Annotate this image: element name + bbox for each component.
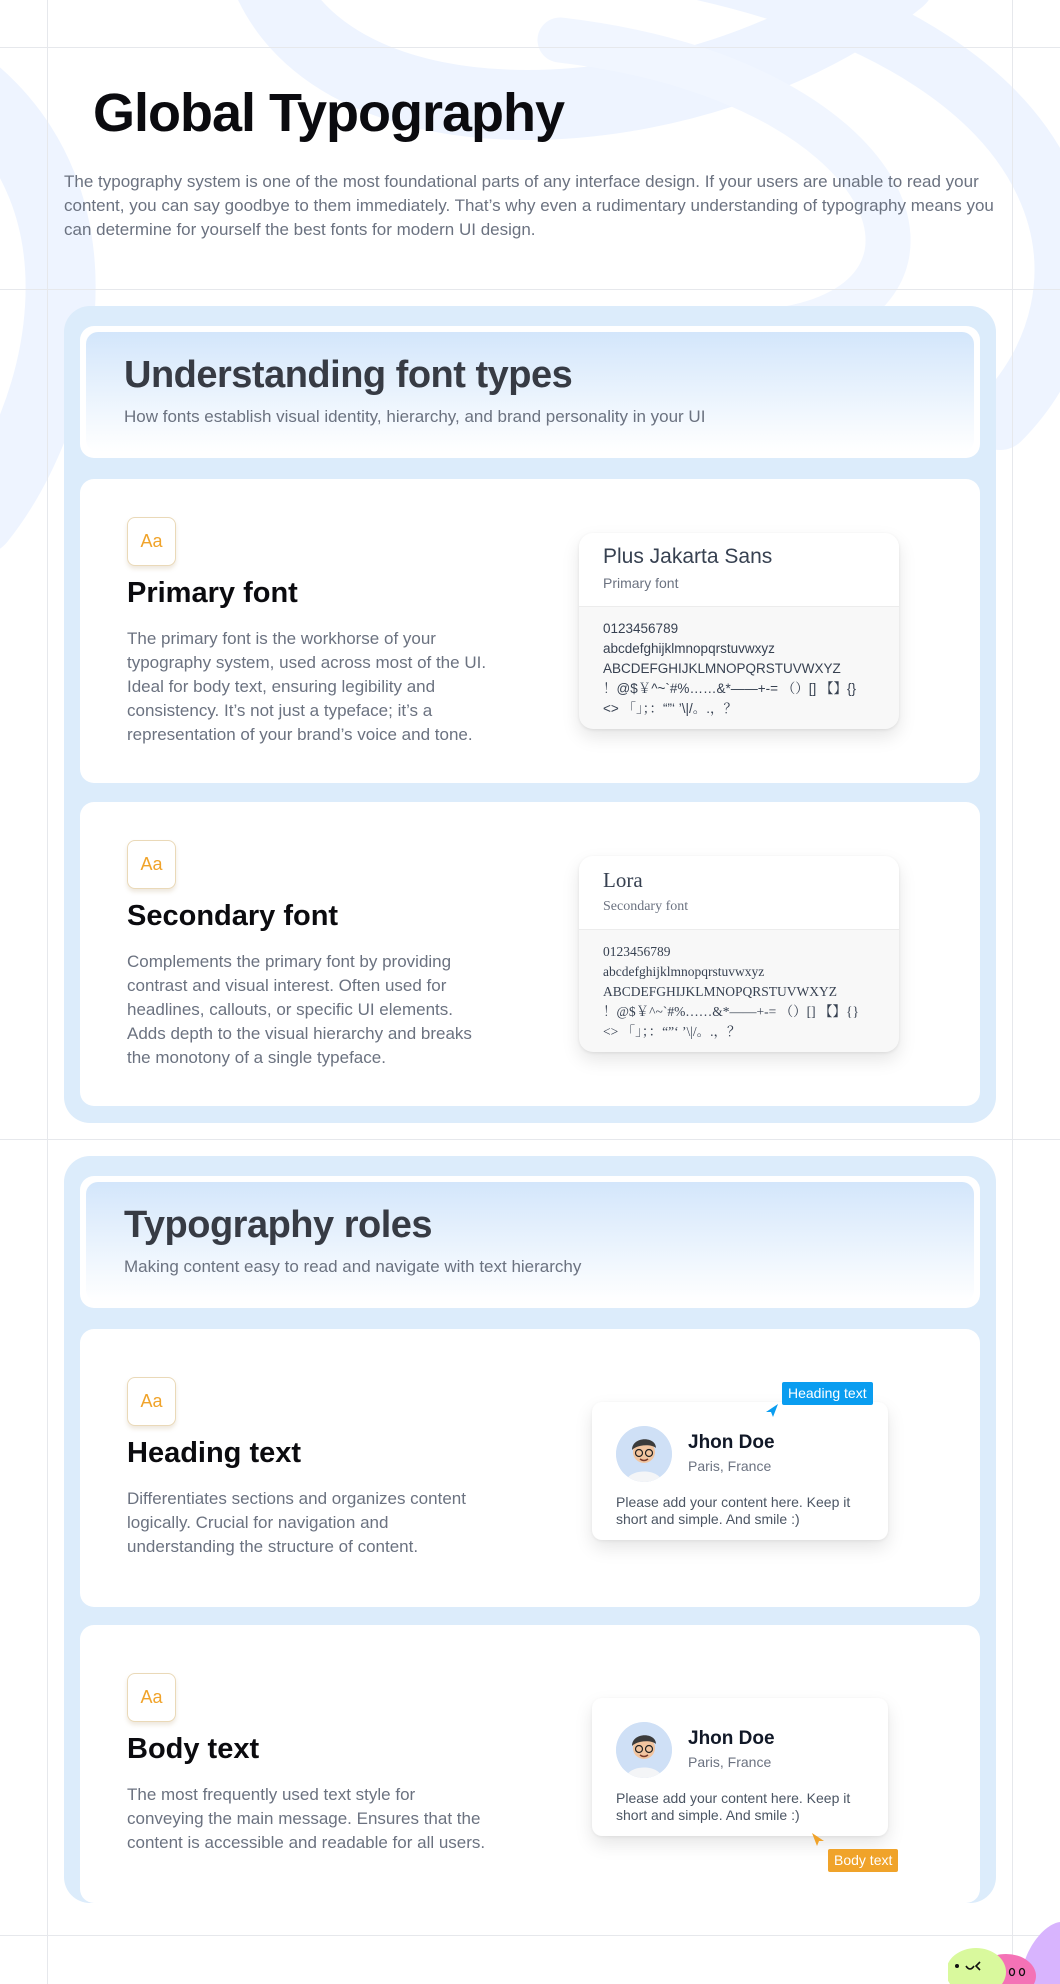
profile-location: Paris, France: [688, 1754, 772, 1770]
font-icon: Aa: [127, 1673, 176, 1722]
section-title: Typography roles: [124, 1204, 433, 1246]
page-intro: The typography system is one of the most foundational parts of any interface design. If your users are unable to read your content, you can say goodbye to them immediately. That’s why even a rudimentary understanding of typography means you can determine for yourself the best fonts for modern UI design.: [64, 172, 994, 239]
section-title: Understanding font types: [124, 354, 573, 396]
card-description: The most frequently used text style for conveying the main message. Ensures that the content is accessible and readable for all users.: [127, 1785, 486, 1852]
glyph-uppercase: ABCDEFGHIJKLMNOPQRSTUVWXYZ: [603, 661, 841, 676]
guide-line-bottom: [0, 1935, 1060, 1936]
glyph-symbols: ！@$￥^~`#%……&*——+-= （）[] 【】{}: [603, 1004, 859, 1019]
glyph-digits: 0123456789: [603, 944, 671, 959]
font-name: Plus Jakarta Sans: [603, 545, 773, 568]
heading-text-card: [80, 1329, 980, 1607]
font-name: Lora: [603, 868, 643, 892]
guide-line-divider-1: [0, 289, 1060, 290]
cursor-pointer-icon: [764, 1402, 780, 1418]
profile-message: Please add your content here. Keep it short and simple. And smile :): [616, 1494, 851, 1527]
profile-card-preview: [592, 1698, 888, 1836]
card-title: Secondary font: [127, 900, 339, 932]
glyph-punctuation: <> 「」；：“”‘ ’\|/。.，？: [603, 1024, 741, 1039]
font-role: Primary font: [603, 575, 679, 591]
glyph-uppercase: ABCDEFGHIJKLMNOPQRSTUVWXYZ: [603, 984, 838, 999]
glyph-lowercase: abcdefghijklmnopqrstuvwxyz: [603, 964, 765, 979]
guide-line-left: [47, 0, 48, 1984]
profile-card-preview: [592, 1402, 888, 1540]
section-subtitle: Making content easy to read and navigate with text hierarchy: [124, 1257, 582, 1276]
profile-location: Paris, France: [688, 1458, 772, 1474]
profile-message: Please add your content here. Keep it short and simple. And smile :): [616, 1790, 851, 1823]
secondary-font-card: [80, 802, 980, 1106]
glyph-lowercase: abcdefghijklmnopqrstuvwxyz: [603, 641, 775, 656]
card-description: Differentiates sections and organizes content logically. Crucial for navigation and understanding the structure of content.: [127, 1489, 466, 1556]
glyph-symbols: ！@$￥^~`#%……&*——+-= （）[] 【】{}: [603, 681, 856, 696]
font-icon: Aa: [127, 1377, 176, 1426]
section-subtitle: How fonts establish visual identity, hierarchy, and brand personality in your UI: [124, 407, 706, 426]
avatar: [616, 1722, 672, 1778]
guide-line-top: [0, 47, 1060, 48]
font-types-section: [64, 306, 996, 1123]
card-description: The primary font is the workhorse of your typography system, used across most of the UI. Ideal for body text, ensuring legibility and consistency. It’s not just a typeface; it’s a representation of your brand’s voice and tone.: [127, 629, 487, 744]
card-title: Body text: [127, 1733, 260, 1765]
font-types-header: [80, 326, 980, 458]
guide-line-divider-2: [0, 1139, 1060, 1140]
profile-name: Jhon Doe: [688, 1728, 775, 1749]
primary-font-card: [80, 479, 980, 783]
font-icon: Aa: [127, 517, 176, 566]
card-description: Complements the primary font by providing contrast and visual interest. Often used for headlines, callouts, or specific UI elements. Adds depth to the visual hierarchy and breaks the monotony of a single typeface.: [127, 952, 472, 1067]
heading-callout-label: Heading text: [782, 1382, 873, 1405]
page-title: Global Typography: [93, 83, 565, 143]
glyph-set: [579, 930, 899, 1042]
cursor-pointer-icon: [810, 1831, 826, 1847]
avatar: [616, 1426, 672, 1482]
mascot-illustration: [948, 1920, 1060, 1984]
font-specimen-card: [579, 533, 899, 729]
glyph-punctuation: <> 「」；：“”‘ ’\|/。.，？: [603, 701, 738, 716]
glyph-digits: 0123456789: [603, 621, 679, 636]
guide-line-right: [1012, 0, 1013, 1984]
card-title: Primary font: [127, 577, 298, 609]
body-text-card: [80, 1625, 980, 1903]
font-icon: Aa: [127, 840, 176, 889]
font-role: Secondary font: [603, 899, 689, 914]
profile-name: Jhon Doe: [688, 1432, 775, 1453]
card-title: Heading text: [127, 1437, 302, 1469]
roles-header: [80, 1176, 980, 1308]
glyph-set: [579, 607, 899, 719]
body-callout-label: Body text: [828, 1849, 898, 1872]
typography-roles-section: [64, 1156, 996, 1903]
font-specimen-card: [579, 856, 899, 1052]
